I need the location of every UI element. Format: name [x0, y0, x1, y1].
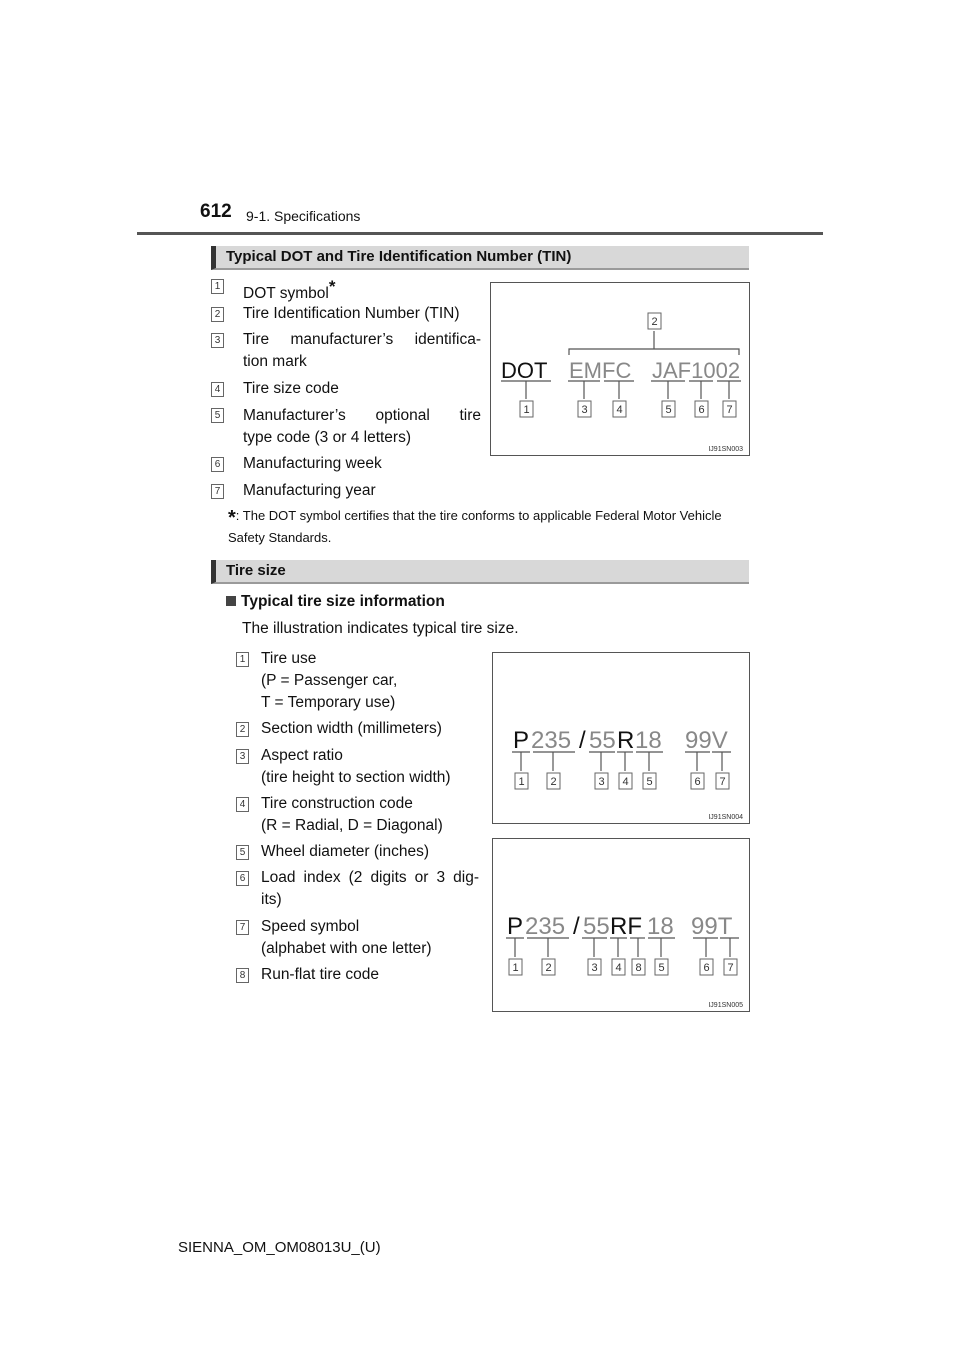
size-item-text: Section width (millimeters) [261, 720, 442, 737]
wheel-diameter-value: 18 [647, 913, 674, 940]
figure-callout: 5 [665, 404, 672, 416]
figure-code: IJ91SN005 [708, 1002, 743, 1009]
dot-item-text: Manufacturing year [243, 482, 376, 499]
tire-use-letter: P [513, 727, 530, 754]
size-item-text: its) [261, 891, 282, 908]
section-width-value: 235 [531, 727, 572, 754]
construction-code-letter: R [617, 727, 635, 754]
construction-runflat-code: RF [610, 913, 642, 940]
callout-number: 5 [211, 408, 224, 423]
figure-callout: 1 [518, 776, 525, 788]
callout-number: 1 [236, 652, 249, 667]
figure-callout: 7 [726, 404, 733, 416]
figure-callout: 2 [550, 776, 557, 788]
bullet-square-icon [226, 596, 236, 606]
size-item-text: (alphabet with one letter) [261, 940, 432, 957]
figure-callout: 1 [512, 962, 519, 974]
dot-item-text: Tire Identification Number (TIN) [243, 305, 460, 322]
header-rule [137, 232, 823, 235]
callout-number: 3 [236, 749, 249, 764]
figure-callout: 6 [698, 404, 705, 416]
dot-item-text: DOT symbol [243, 285, 329, 303]
aspect-ratio-value: 55 [589, 727, 616, 754]
figure-callout: 6 [694, 776, 701, 788]
size-and-date-code-label: JAF1002 [652, 358, 741, 383]
load-speed-code: 99T [691, 913, 733, 940]
wheel-diameter-value: 18 [635, 727, 662, 754]
callout-number: 4 [211, 382, 224, 397]
aspect-ratio-value: 55 [583, 913, 610, 940]
tire-size-section-heading: Tire size [211, 560, 749, 584]
dot-tin-figure [490, 282, 750, 456]
figure-callout: 7 [719, 776, 726, 788]
size-item-text: (tire height to section width) [261, 769, 451, 786]
figure-callout: 4 [615, 962, 622, 974]
size-item-text: T = Temporary use) [261, 694, 396, 711]
tire-size-subheading: Typical tire size information [226, 593, 445, 611]
figure-callout: 4 [622, 776, 629, 788]
figure-callout: 4 [616, 404, 623, 416]
dot-item-text: Tire size code [243, 380, 339, 397]
callout-number: 8 [236, 968, 249, 983]
dot-item-text: type code (3 or 4 letters) [243, 429, 411, 446]
figure-callout: 3 [591, 962, 598, 974]
footnote-text: : The DOT symbol certifies that the tire conforms to applicable Federal Motor Vehicle Safety Standards. [228, 508, 722, 545]
page-number: 612 [200, 201, 232, 222]
size-item-text: (R = Radial, D = Diagonal) [261, 817, 443, 834]
figure-callout: 3 [598, 776, 605, 788]
callout-number: 7 [236, 920, 249, 935]
callout-number: 3 [211, 333, 224, 348]
figure-callout: 8 [635, 962, 642, 974]
callout-number: 6 [211, 457, 224, 472]
size-item-text: Load index (2 digits or 3 dig- [261, 869, 479, 886]
dot-item-text: Manufacturing week [243, 455, 382, 472]
run-flat-tire-size-figure [492, 838, 750, 1012]
figure-code: IJ91SN004 [708, 814, 743, 821]
callout-number: 5 [236, 845, 249, 860]
figure-callout: 5 [658, 962, 665, 974]
slash-separator: / [579, 727, 586, 754]
size-item-text: Tire construction code [261, 795, 413, 812]
size-item-text: Speed symbol [261, 918, 360, 935]
callout-number: 1 [211, 279, 224, 294]
callout-number: 4 [236, 797, 249, 812]
section-title: 9-1. Specifications [246, 208, 361, 224]
dot-symbol-label: DOT [501, 358, 548, 383]
slash-separator: / [573, 913, 580, 940]
tire-size-intro: The illustration indicates typical tire size. [242, 620, 519, 637]
dot-item-text: Tire manufacturer’s identifica- [243, 331, 481, 348]
size-item-text: Aspect ratio [261, 747, 343, 764]
figure-callout: 6 [703, 962, 710, 974]
callout-number: 2 [211, 307, 224, 322]
footnote-star: * [328, 277, 336, 296]
tire-size-figure [492, 652, 750, 824]
load-speed-code: 99V [685, 727, 728, 754]
manufacturer-code-label: EMFC [569, 358, 632, 383]
footnote-star: * [228, 507, 236, 529]
size-item-text: (P = Passenger car, [261, 672, 398, 689]
figure-code: IJ91SN003 [708, 446, 743, 453]
figure-callout: 3 [581, 404, 588, 416]
figure-callout: 2 [651, 316, 658, 328]
dot-item-text: Manufacturer’s optional tire [243, 407, 481, 424]
size-item-text: Wheel diameter (inches) [261, 843, 429, 860]
size-item-text: Run-flat tire code [261, 966, 380, 983]
figure-callout: 1 [523, 404, 530, 416]
size-item-text: Tire use [261, 650, 317, 667]
tire-use-letter: P [507, 913, 524, 940]
dot-item-text: tion mark [243, 353, 307, 370]
figure-callout: 7 [727, 962, 734, 974]
dot-section-heading: Typical DOT and Tire Identification Number (TIN) [211, 246, 749, 270]
callout-number: 7 [211, 484, 224, 499]
document-id: SIENNA_OM_OM08013U_(U) [178, 1239, 381, 1256]
callout-number: 6 [236, 871, 249, 886]
section-width-value: 235 [525, 913, 566, 940]
figure-callout: 2 [545, 962, 552, 974]
dot-footnote [228, 506, 748, 548]
callout-number: 2 [236, 722, 249, 737]
figure-callout: 5 [646, 776, 653, 788]
